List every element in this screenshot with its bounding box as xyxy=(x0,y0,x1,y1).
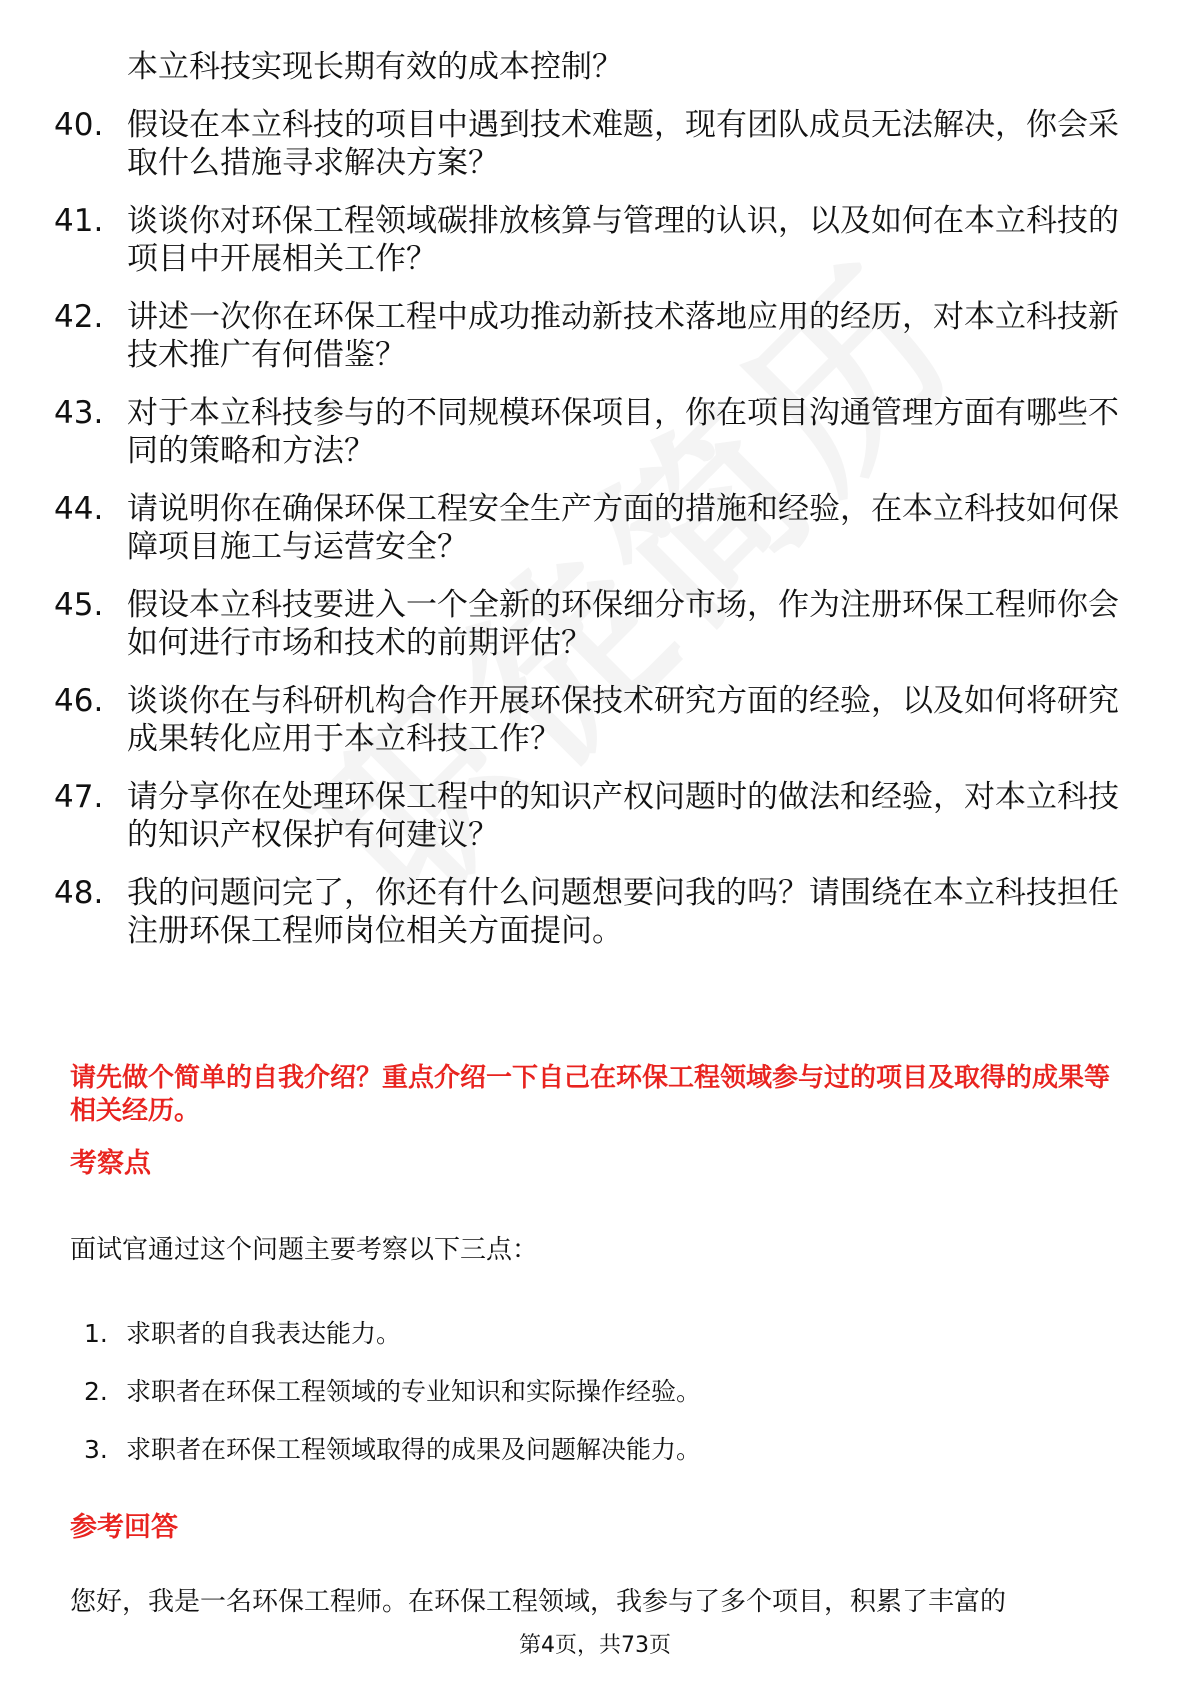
list-item xyxy=(54,682,1144,758)
question-number: 44. xyxy=(54,491,104,527)
list-item xyxy=(84,1376,1124,1408)
list-item xyxy=(54,106,1144,182)
list-item xyxy=(54,202,1144,278)
section-intro: 面试官通过这个问题主要考察以下三点： xyxy=(70,1235,539,1265)
list-item xyxy=(54,586,1144,662)
answer-text: 您好，我是一名环保工程师。在环保工程领域，我参与了多个项目，积累了丰富的 xyxy=(70,1587,1007,1617)
list-item xyxy=(54,298,1144,374)
list-item xyxy=(54,394,1144,470)
points-list xyxy=(84,1318,1124,1492)
question-number: 43. xyxy=(54,395,104,431)
point-number: 1. xyxy=(84,1319,108,1348)
question-number: 47. xyxy=(54,779,104,815)
question-number: 40. xyxy=(54,107,104,143)
question-number: 46. xyxy=(54,683,104,719)
question-text: 假设在本立科技的项目中遇到技术难题，现有团队成员无法解决，你会采取什么措施寻求解决方案？ xyxy=(127,107,1119,181)
question-text: 请说明你在确保环保工程安全生产方面的措施和经验，在本立科技如何保障项目施工与运营安全？ xyxy=(127,491,1119,565)
list-item xyxy=(54,874,1144,950)
list-item xyxy=(54,778,1144,854)
question-number: 48. xyxy=(54,875,104,911)
highlighted-question: 请先做个简单的自我介绍？重点介绍一下自己在环保工程领域参与过的项目及取得的成果等相关经历。 xyxy=(70,1063,1111,1126)
point-text: 求职者的自我表达能力。 xyxy=(126,1319,402,1348)
question-number: 45. xyxy=(54,587,104,623)
page-footer: 第4页，共73页 xyxy=(519,1633,671,1658)
question-number: 41. xyxy=(54,203,104,239)
section-title-reference-answer: 参考回答 xyxy=(70,1512,178,1543)
list-item xyxy=(54,490,1144,566)
section-title-focus-points: 考察点 xyxy=(70,1148,151,1179)
point-text: 求职者在环保工程领域取得的成果及问题解决能力。 xyxy=(126,1435,702,1464)
list-item xyxy=(84,1318,1124,1350)
list-item xyxy=(84,1434,1124,1466)
point-number: 2. xyxy=(84,1377,108,1406)
question-number: 42. xyxy=(54,299,104,335)
question-text: 谈谈你对环保工程领域碳排放核算与管理的认识，以及如何在本立科技的项目中开展相关工作？ xyxy=(127,203,1119,277)
question-text: 对于本立科技参与的不同规模环保项目，你在项目沟通管理方面有哪些不同的策略和方法？ xyxy=(127,395,1119,469)
point-text: 求职者在环保工程领域的专业知识和实际操作经验。 xyxy=(126,1377,702,1406)
question-text: 我的问题问完了，你还有什么问题想要问我的吗？请围绕在本立科技担任注册环保工程师岗位相关方面提问。 xyxy=(127,875,1119,949)
point-number: 3. xyxy=(84,1435,108,1464)
question-list xyxy=(54,48,1144,970)
question-continuation: 本立科技实现长期有效的成本控制？ xyxy=(127,49,623,85)
question-text: 假设本立科技要进入一个全新的环保细分市场，作为注册环保工程师你会如何进行市场和技术的前期评估？ xyxy=(127,587,1119,661)
question-text: 请分享你在处理环保工程中的知识产权问题时的做法和经验，对本立科技的知识产权保护有何建议？ xyxy=(127,779,1119,853)
question-text: 谈谈你在与科研机构合作开展环保技术研究方面的经验，以及如何将研究成果转化应用于本立科技工作？ xyxy=(127,683,1119,757)
question-text: 讲述一次你在环保工程中成功推动新技术落地应用的经历，对本立科技新技术推广有何借鉴？ xyxy=(127,299,1119,373)
